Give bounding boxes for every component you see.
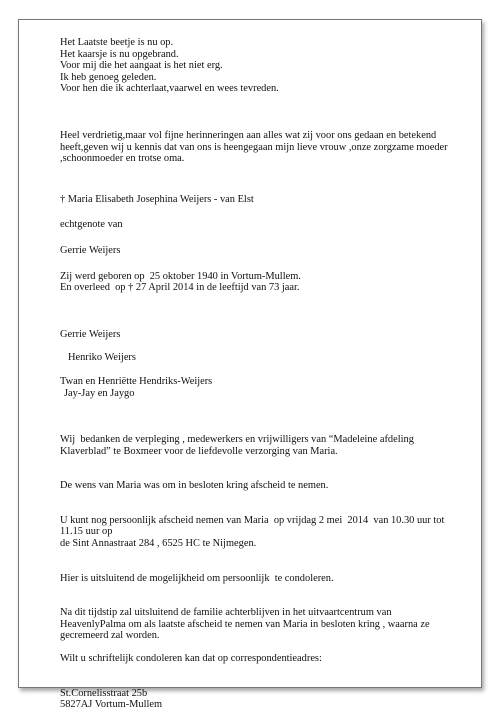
- spacer: [60, 550, 470, 573]
- cremation-line: Na dit tijdstip zal uitsluitend de familie achterblijven in het uitvaartcentrum van: [60, 607, 392, 619]
- visit-line: 11.15 uur op: [60, 526, 113, 538]
- spouse-label: echtgenote van: [60, 219, 123, 231]
- family-block: [60, 329, 470, 399]
- spacer: [60, 95, 470, 130]
- deceased-name: † Maria Elisabeth Josephina Weijers - van Elst: [60, 193, 254, 205]
- address-street: St.Cornelisstraat 25b: [60, 687, 148, 699]
- poem-line: Voor mij die het aangaat is het niet erg.: [60, 60, 223, 72]
- spacer: [60, 364, 470, 376]
- visit-line: U kunt nog persoonlijk afscheid nemen van Maria op vrijdag 2 mei 2014 van 10.30 uur tot: [60, 514, 445, 526]
- spacer: [60, 340, 470, 352]
- document-page: [18, 19, 482, 711]
- cremation-paragraph: [60, 607, 470, 642]
- poem-line: Ik heb genoeg geleden.: [60, 71, 157, 83]
- cremation-line: HeavenlyPalma om als laatste afscheid te nemen van Maria in besloten kring , waarna ze: [60, 618, 430, 630]
- intro-line: ,schoonmoeder en trotse oma.: [60, 153, 185, 165]
- spouse-name: Gerrie Weijers: [60, 244, 121, 256]
- birth-line: Zij werd geboren op 25 oktober 1940 in Vortum-Mullem.: [60, 270, 301, 282]
- intro-paragraph: [60, 130, 470, 165]
- spacer: [60, 457, 470, 480]
- poem-line: Het Laatste beetje is nu op.: [60, 37, 174, 48]
- intro-line: heeft,geven wij u kennis dat van ons is heengegaan mijn lieve vrouw ,onze zorgzame moeder: [60, 141, 448, 153]
- poem-block: [60, 37, 470, 95]
- spacer: [60, 205, 470, 219]
- death-line: En overleed op † 27 April 2014 in de leeftijd van 73 jaar.: [60, 282, 300, 294]
- spacer: [60, 642, 470, 653]
- thanks-line: Wij bedanken de verpleging , medewerkers en vrijwilligers van “Madeleine afdeling: [60, 434, 414, 446]
- spacer: [60, 165, 470, 194]
- cremation-line: gecremeerd zal worden.: [60, 630, 160, 642]
- family-line-1: Gerrie Weijers: [60, 328, 121, 340]
- thanks-paragraph: [60, 434, 470, 457]
- poem-line: Voor hen die ik achterlaat,vaarwel en wees tevreden.: [60, 83, 279, 95]
- written-condolence-line: Wilt u schriftelijk condoleren kan dat op correspondentieadres:: [60, 653, 322, 665]
- thanks-line: Klaverblad” te Boxmeer voor de liefdevolle verzorging van Maria.: [60, 445, 338, 457]
- poem-line: Het kaarsje is nu opgebrand.: [60, 48, 179, 60]
- document-content: [60, 37, 470, 711]
- wish-line: De wens van Maria was om in besloten kring afscheid te nemen.: [60, 480, 329, 492]
- address-city: 5827AJ Vortum-Mullem: [60, 699, 163, 711]
- condolence-only-line: Hier is uitsluitend de mogelijkheid om persoonlijk te condoleren.: [60, 572, 334, 584]
- family-line-2: Henriko Weijers: [68, 352, 136, 364]
- visit-line: de Sint Annastraat 284 , 6525 HC te Nijmegen.: [60, 538, 257, 550]
- spacer: [60, 399, 470, 434]
- spacer: [60, 257, 470, 271]
- spacer: [60, 584, 470, 607]
- spacer: [60, 231, 470, 245]
- family-line-4: Jay-Jay en Jaygo: [64, 387, 135, 399]
- intro-line: Heel verdrietig,maar vol fijne herinneringen aan alles wat zij voor ons gedaan en betekend: [60, 129, 437, 141]
- family-line-3: Twan en Henriëtte Hendriks-Weijers: [60, 375, 213, 387]
- dates-block: [60, 271, 470, 294]
- spacer: [60, 492, 470, 515]
- spacer: [60, 665, 470, 688]
- address-block: [60, 688, 470, 711]
- visit-paragraph: [60, 515, 470, 550]
- spacer: [60, 294, 470, 329]
